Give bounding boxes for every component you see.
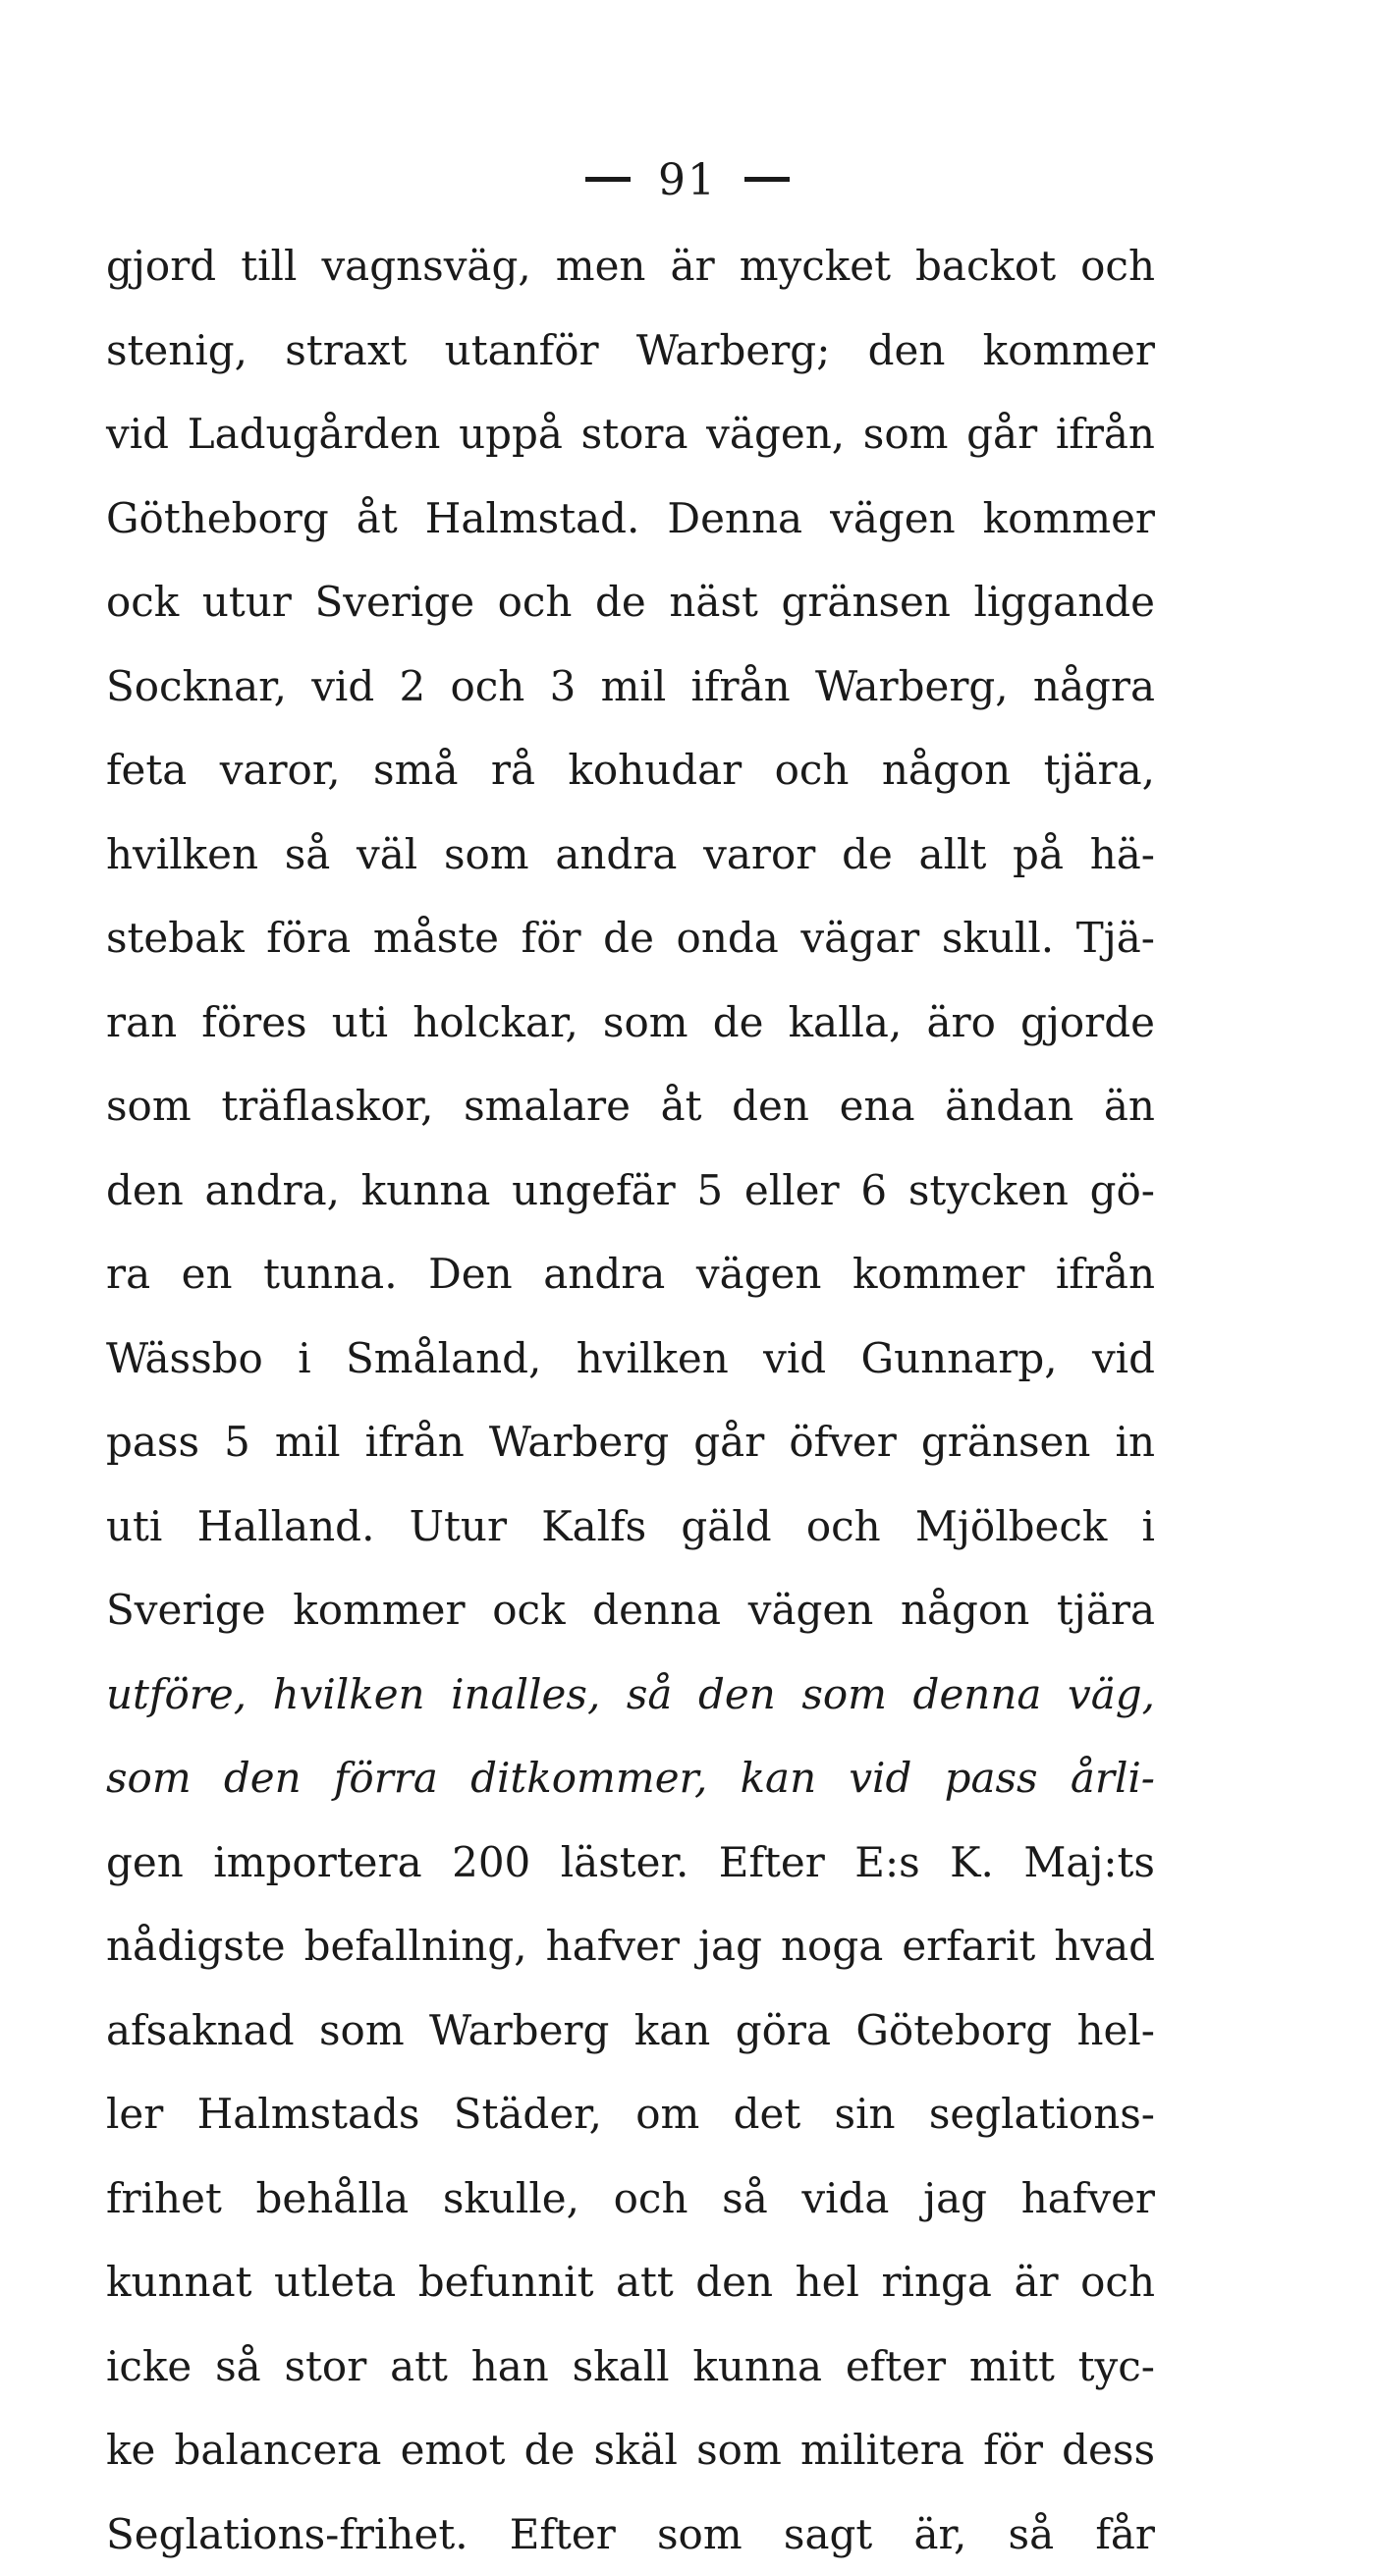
- page-number: 91: [658, 155, 717, 205]
- text-line: Wässbo i Småland, hvilken vid Gunnarp, vid: [106, 1316, 1155, 1401]
- text-line-italic: utföre, hvilken inalles, så den som denna väg,: [106, 1652, 1155, 1737]
- text-line: gjord till vagnsväg, men är mycket backot och: [106, 224, 1155, 308]
- text-line: stebak föra måste för de onda vägar skull. Tjä-: [106, 896, 1155, 980]
- text-line: pass 5 mil ifrån Warberg går öfver gränsen in: [106, 1400, 1155, 1484]
- text-line: icke så stor att han skall kunna efter mitt tyc-: [106, 2324, 1155, 2409]
- text-line: stenig, straxt utanför Warberg; den kommer: [106, 308, 1155, 393]
- page-header: [0, 155, 1375, 205]
- body-text: [106, 224, 1155, 2576]
- text-line: frihet behålla skulle, och så vida jag hafver: [106, 2156, 1155, 2241]
- text-line: gen importera 200 läster. Efter E:s K. Maj:ts: [106, 1820, 1155, 1905]
- text-line: feta varor, små rå kohudar och någon tjära,: [106, 728, 1155, 812]
- text-line: ra en tunna. Den andra vägen kommer ifrån: [106, 1232, 1155, 1316]
- text-line: vid Ladugården uppå stora vägen, som går ifrån: [106, 392, 1155, 476]
- text-line: Socknar, vid 2 och 3 mil ifrån Warberg, några: [106, 644, 1155, 729]
- text-line: ran föres uti holckar, som de kalla, äro gjorde: [106, 980, 1155, 1065]
- text-line: ock utur Sverige och de näst gränsen liggande: [106, 560, 1155, 644]
- text-line: ler Halmstads Städer, om det sin seglations-: [106, 2072, 1155, 2156]
- text-line: afsaknad som Warberg kan göra Göteborg hel-: [106, 1988, 1155, 2073]
- text-line: ke balancera emot de skäl som militera för dess: [106, 2408, 1155, 2492]
- text-line: nådigste befallning, hafver jag noga erfarit hvad: [106, 1904, 1155, 1988]
- text-line: Götheborg åt Halmstad. Denna vägen kommer: [106, 476, 1155, 561]
- text-line: uti Halland. Utur Kalfs gäld och Mjölbeck i: [106, 1484, 1155, 1569]
- header-dash-right: [744, 177, 790, 182]
- text-line: den andra, kunna ungefär 5 eller 6 stycken gö-: [106, 1148, 1155, 1233]
- text-line: Seglations-frihet. Efter som sagt är, så får: [106, 2492, 1155, 2576]
- text-line: kunnat utleta befunnit att den hel ringa är och: [106, 2240, 1155, 2324]
- text-line: Sverige kommer ock denna vägen någon tjära: [106, 1568, 1155, 1652]
- text-line: hvilken så väl som andra varor de allt på hä-: [106, 812, 1155, 897]
- header-dash-left: [585, 177, 631, 182]
- text-line-italic: som den förra ditkommer, kan vid pass årli-: [106, 1736, 1155, 1820]
- text-line: som träflaskor, smalare åt den ena ändan än: [106, 1064, 1155, 1148]
